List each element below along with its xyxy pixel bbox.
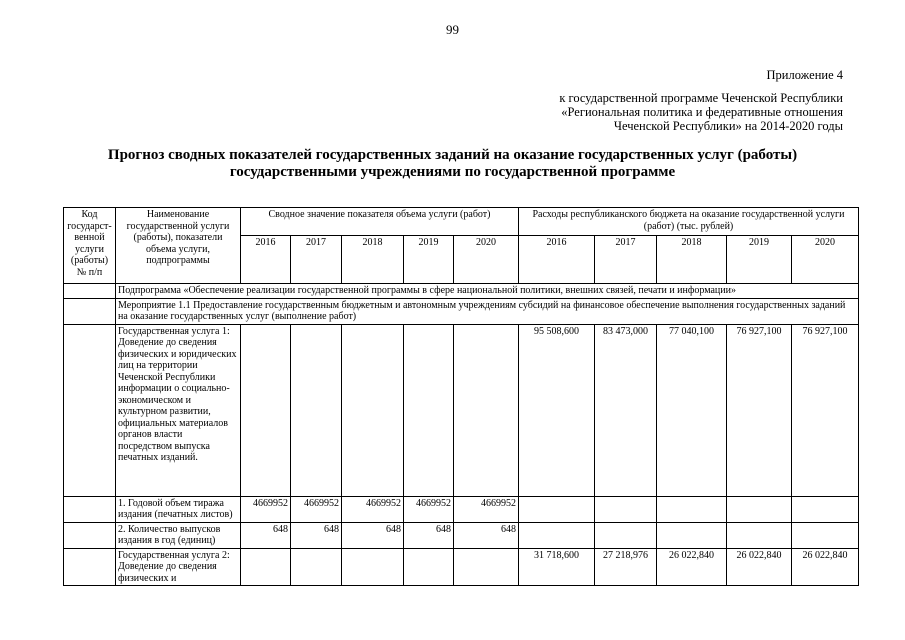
header-code: Код государст-венной услуги (работы) № п/п <box>64 208 116 284</box>
indicator-1-2017: 4669952 <box>291 496 342 522</box>
service-1-expense-2017: 83 473,000 <box>595 324 657 496</box>
service-2-expense-2017: 27 218,976 <box>595 548 657 586</box>
table-row <box>64 284 859 299</box>
service-2-expense-2018: 26 022,840 <box>657 548 727 586</box>
year-expenses-2016: 2016 <box>519 236 595 284</box>
header-name: Наименование государственной услуги (работы), показатели объема услуги, подпрограммы <box>116 208 241 284</box>
indicator-1-2018: 4669952 <box>342 496 404 522</box>
service-1-expense-2018: 77 040,100 <box>657 324 727 496</box>
service-2-expense-2019: 26 022,840 <box>727 548 792 586</box>
service-1-expense-2019: 76 927,100 <box>727 324 792 496</box>
year-expenses-2020: 2020 <box>792 236 859 284</box>
header-volume: Сводное значение показателя объема услуги (работ) <box>241 208 519 236</box>
title-line-1: Прогноз сводных показателей государственных заданий на оказание государственных услуг (работы) <box>107 147 798 163</box>
indicator-1-name: 1. Годовой объем тиража издания (печатных листов) <box>116 496 241 522</box>
service-1-expense-2016: 95 508,600 <box>519 324 595 496</box>
appendix-line-1: к государственной программе Чеченской Республики <box>559 91 843 105</box>
indicator-1-2016: 4669952 <box>241 496 291 522</box>
year-expenses-2017: 2017 <box>595 236 657 284</box>
table-row <box>64 298 859 324</box>
service-2-expense-2016: 31 718,600 <box>519 548 595 586</box>
table-row <box>64 548 859 586</box>
appendix-line-3: Чеченской Республики» на 2014-2020 годы <box>613 119 843 133</box>
service-2-expense-2020: 26 022,840 <box>792 548 859 586</box>
indicator-2-2016: 648 <box>241 522 291 548</box>
indicator-1-2019: 4669952 <box>404 496 454 522</box>
year-expenses-2019: 2019 <box>727 236 792 284</box>
forecast-table <box>63 207 859 586</box>
indicator-2-2017: 648 <box>291 522 342 548</box>
indicator-1-2020: 4669952 <box>454 496 519 522</box>
service-1-expense-2020: 76 927,100 <box>792 324 859 496</box>
indicator-2-2020: 648 <box>454 522 519 548</box>
appendix-label: Приложение 4 <box>766 68 843 82</box>
indicator-2-2019: 648 <box>404 522 454 548</box>
indicator-2-2018: 648 <box>342 522 404 548</box>
service-1-name: Государственная услуга 1: Доведение до сведения физических и юридических лиц на территории Чеченской Республики информации о социально-экономическом и культурном развитии, официальных материалов органов власти посредством выпуска печатных изданий. <box>116 324 241 496</box>
appendix-header <box>559 68 843 133</box>
table-row <box>64 324 859 496</box>
title-line-2: государственными учреждениями по государственной программе <box>229 164 676 180</box>
page-number: 99 <box>446 22 459 37</box>
year-volume-2017: 2017 <box>291 236 342 284</box>
table-row <box>64 522 859 548</box>
activity-row: Мероприятие 1.1 Предоставление государственным бюджетным и автономным учреждениям субсидий на финансовое обеспечение выполнения государственных заданий на оказание государственных услуг (выполнение работ) <box>116 298 859 324</box>
year-volume-2016: 2016 <box>241 236 291 284</box>
document-title <box>40 147 865 181</box>
header-expenses: Расходы республиканского бюджета на оказание государственной услуги (работ) (тыс. рублей) <box>519 208 859 236</box>
table-row <box>64 496 859 522</box>
year-volume-2018: 2018 <box>342 236 404 284</box>
year-expenses-2018: 2018 <box>657 236 727 284</box>
year-volume-2020: 2020 <box>454 236 519 284</box>
subprogram-row: Подпрограмма «Обеспечение реализации государственной программы в сфере национальной политики, внешних связей, печати и информации» <box>116 284 859 299</box>
year-volume-2019: 2019 <box>404 236 454 284</box>
appendix-line-2: «Региональная политика и федеративные отношения <box>561 105 843 119</box>
service-2-name: Государственная услуга 2: Доведение до сведения физических и <box>116 548 241 586</box>
indicator-2-name: 2. Количество выпусков издания в год (единиц) <box>116 522 241 548</box>
